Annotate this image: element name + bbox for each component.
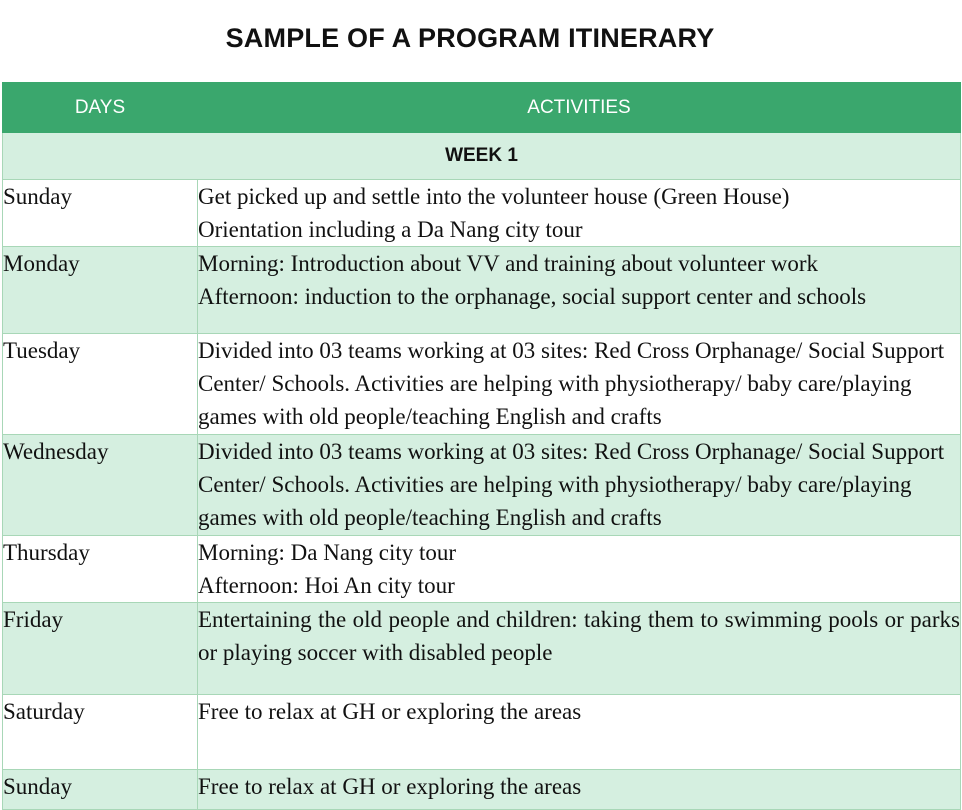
day-cell: Tuesday (3, 334, 198, 435)
activity-cell (198, 247, 961, 334)
activity-cell: Entertaining the old people and children: taking them to swimming pools or parks or playing soccer with disabled people (198, 603, 961, 695)
activity-line: Get picked up and settle into the volunteer house (Green House) (198, 184, 790, 209)
day-cell: Sunday (3, 770, 198, 810)
table-row (3, 695, 961, 770)
day-cell: Sunday (3, 180, 198, 247)
day-cell: Monday (3, 247, 198, 334)
activity-cell (198, 770, 961, 810)
table-row (3, 536, 961, 603)
activity-line: Morning: Da Nang city tour (198, 540, 457, 565)
itinerary-table (2, 82, 961, 810)
day-cell: Thursday (3, 536, 198, 603)
day-cell: Saturday (3, 695, 198, 770)
table-row (3, 770, 961, 810)
table-row (3, 180, 961, 247)
table-row (3, 334, 961, 435)
activity-line: Free to relax at GH or exploring the areas (198, 699, 582, 724)
activity-cell (198, 536, 961, 603)
activity-line: Afternoon: induction to the orphanage, social support center and schools (198, 284, 867, 309)
day-cell: Wednesday (3, 435, 198, 536)
activity-cell: Divided into 03 teams working at 03 sites: Red Cross Orphanage/ Social Support Center/ Schools. Activities are helping with physiotherapy/ baby care/playing games with old people/teaching English and crafts (198, 334, 961, 435)
table-row (3, 435, 961, 536)
activity-line: Orientation including a Da Nang city tour (198, 217, 583, 242)
header-activities: ACTIVITIES (198, 83, 961, 133)
week-row (3, 133, 961, 180)
day-cell: Friday (3, 603, 198, 695)
activity-cell (198, 695, 961, 770)
week-label: WEEK 1 (3, 133, 961, 180)
activity-line: Free to relax at GH or exploring the areas (198, 774, 582, 799)
table-row (3, 603, 961, 695)
activity-cell (198, 180, 961, 247)
table-header-row (3, 83, 961, 133)
header-days: DAYS (3, 83, 198, 133)
activity-line: Morning: Introduction about VV and training about volunteer work (198, 251, 819, 276)
page-title: SAMPLE OF A PROGRAM ITINERARY (225, 23, 715, 53)
activity-cell: Divided into 03 teams working at 03 sites: Red Cross Orphanage/ Social Support Center/ Schools. Activities are helping with physiotherapy/ baby care/playing games with old people/teaching English and crafts (198, 435, 961, 536)
activity-line: Afternoon: Hoi An city tour (198, 573, 455, 598)
table-row (3, 247, 961, 334)
